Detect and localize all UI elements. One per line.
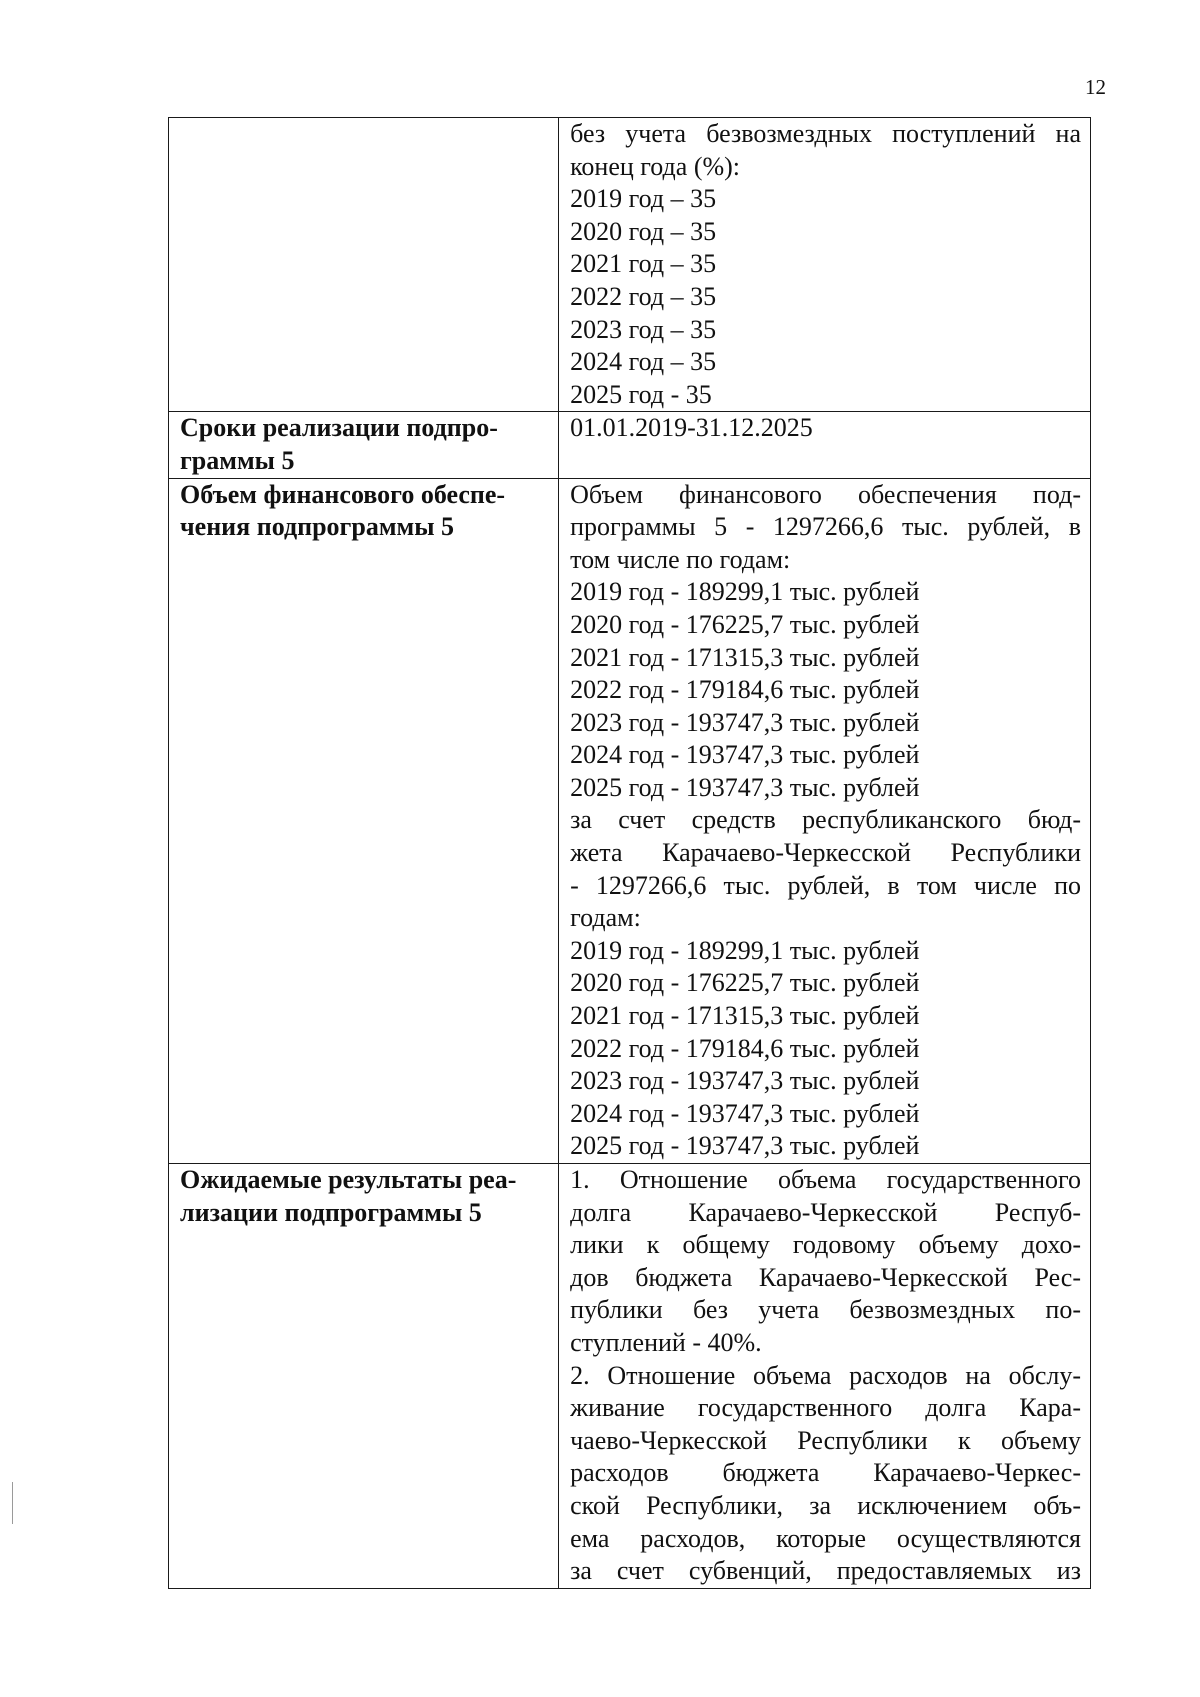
row-value-cell — [559, 478, 1091, 1163]
value-line: 2025 год - 193747,3 тыс. рублей — [570, 1131, 920, 1161]
label-line: граммы 5 — [180, 445, 295, 475]
value-line: живание государственного долга Кара- — [570, 1393, 1081, 1423]
row-label-cell — [169, 412, 559, 478]
passport-row — [169, 118, 1091, 412]
value-line: 2023 год – 35 — [570, 314, 717, 344]
subprogram-passport-table — [168, 117, 1091, 1589]
value-line: 1. Отношение объема государственного — [570, 1165, 1081, 1194]
value-line: 2022 год - 179184,6 тыс. рублей — [570, 675, 920, 705]
value-line: 2. Отношение объема расходов на обслу- — [570, 1360, 1081, 1390]
value-line: ема расходов, которые осуществляются — [570, 1523, 1081, 1553]
value-line: 2019 год - 189299,1 тыс. рублей — [570, 577, 920, 607]
value-line: 2019 год - 189299,1 тыс. рублей — [570, 935, 920, 965]
value-line: за счет средств республиканского бюд- — [570, 805, 1081, 835]
row-label-cell — [169, 1164, 559, 1589]
label-line: Ожидаемые результаты реа- — [180, 1165, 517, 1194]
value-line: 01.01.2019-31.12.2025 — [570, 413, 813, 443]
value-line: 2023 год - 193747,3 тыс. рублей — [570, 1066, 920, 1096]
value-line: 2021 год – 35 — [570, 249, 717, 279]
value-line: 2024 год - 193747,3 тыс. рублей — [570, 740, 920, 770]
value-line: 2021 год - 171315,3 тыс. рублей — [570, 1001, 920, 1031]
row-label-cell — [169, 478, 559, 1163]
label-line: лизации подпрограммы 5 — [180, 1197, 482, 1227]
value-line: 2024 год – 35 — [570, 347, 717, 377]
value-line: 2019 год – 35 — [570, 184, 717, 214]
value-line: 2020 год – 35 — [570, 216, 717, 246]
row-value-cell — [559, 412, 1091, 478]
passport-row — [169, 478, 1091, 1163]
value-line: программы 5 - 1297266,6 тыс. рублей, в — [570, 512, 1081, 542]
value-line: 2025 год - 35 — [570, 379, 712, 409]
value-line: лики к общему годовому объему дохо- — [570, 1230, 1081, 1260]
value-line: 2020 год - 176225,7 тыс. рублей — [570, 968, 920, 998]
value-line: Объем финансового обеспечения под- — [570, 479, 1081, 509]
value-line: долга Карачаево-Черкесской Респуб- — [570, 1197, 1081, 1227]
value-line: жета Карачаево-Черкесской Республики — [570, 838, 1081, 868]
label-line: Объем финансового обеспе- — [180, 479, 506, 509]
value-line: 2024 год - 193747,3 тыс. рублей — [570, 1098, 920, 1128]
value-line: расходов бюджета Карачаево-Черкес- — [570, 1458, 1081, 1488]
value-line: 2022 год – 35 — [570, 281, 717, 311]
value-line: без учета безвозмездных поступлений на — [570, 119, 1081, 148]
value-line: 2021 год - 171315,3 тыс. рублей — [570, 642, 920, 672]
value-line: годам: — [570, 903, 641, 933]
passport-row — [169, 1164, 1091, 1589]
value-line: ской Республики, за исключением объ- — [570, 1490, 1081, 1520]
value-line: 2022 год - 179184,6 тыс. рублей — [570, 1033, 920, 1063]
value-line: чаево-Черкесской Республики к объему — [570, 1425, 1081, 1455]
value-line: публики без учета безвозмездных по- — [570, 1295, 1081, 1325]
value-line: 2025 год - 193747,3 тыс. рублей — [570, 772, 920, 802]
value-line: 2020 год - 176225,7 тыс. рублей — [570, 609, 920, 639]
value-line: конец года (%): — [570, 151, 741, 181]
passport-row — [169, 412, 1091, 478]
value-line: том числе по годам: — [570, 544, 791, 574]
row-label-cell — [169, 118, 559, 412]
label-line: Сроки реализации подпро- — [180, 413, 498, 443]
value-line: за счет субвенций, предоставляемых из — [570, 1556, 1081, 1586]
value-line: 2023 год - 193747,3 тыс. рублей — [570, 707, 920, 737]
row-value-cell — [559, 118, 1091, 412]
page-number: 12 — [1085, 75, 1106, 99]
label-line: чения подпрограммы 5 — [180, 512, 455, 542]
value-line: ступлений - 40%. — [570, 1327, 762, 1357]
passport-table-body — [169, 118, 1091, 1589]
value-line: - 1297266,6 тыс. рублей, в том числе по — [570, 870, 1081, 900]
scan-margin-mark — [12, 1482, 13, 1524]
value-line: дов бюджета Карачаево-Черкесской Рес- — [570, 1262, 1081, 1292]
row-value-cell — [559, 1164, 1091, 1589]
